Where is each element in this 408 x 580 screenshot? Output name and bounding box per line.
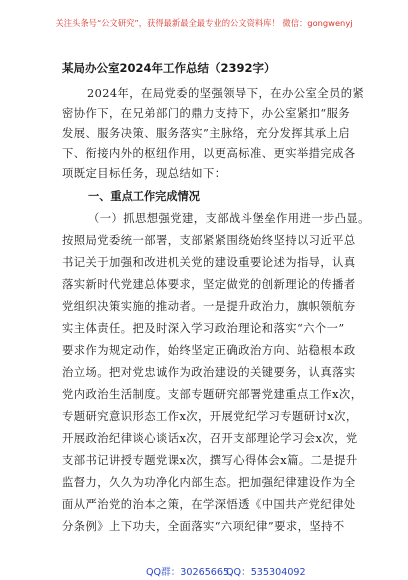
intro-line: 密协作下，在兄弟部门的鼎力支持下，办公室紧扣“服务 bbox=[62, 107, 351, 120]
body-line: 支部书记讲授专题党课x次，撰写心得体会x篇。二是提升 bbox=[62, 454, 358, 467]
intro-line: 项既定目标任务，现总结如下： bbox=[62, 167, 227, 180]
footer-qq-number: QQ：535304092 bbox=[226, 567, 306, 578]
body-line: 党内政治生活制度。支部专题研究部署党建重点工作x次， bbox=[62, 388, 363, 401]
body-line: 书记关于加强和改进机关党的建设重要论述为指导，认真 bbox=[62, 256, 356, 269]
footer-qq-group: QQ群：30265665 bbox=[146, 567, 230, 578]
body-line: （一）抓思想强党建，支部战斗堡垒作用进一步凸显。 bbox=[88, 212, 370, 225]
header-banner bbox=[0, 0, 408, 42]
body-line: 监督力，久久为功净化内部生态。把加强纪律建设作为全 bbox=[62, 476, 356, 489]
body-line: 专题研究意识形态工作x次，开展党纪学习专题研讨x次， bbox=[62, 410, 358, 423]
body-line: 分条例》上下功夫，全面落实“六项纪律”要求，坚持不 bbox=[62, 520, 345, 533]
body-line: 实主体责任。把及时深入学习政治理论和落实“六个一” bbox=[62, 322, 345, 335]
section-heading: 一、重点工作完成情况 bbox=[88, 190, 200, 203]
body-line: 治立场。把对党忠诚作为政治建设的关键要务，认真落实 bbox=[62, 366, 356, 379]
body-line: 开展政治纪律谈心谈话x次，召开支部理论学习会x次，党 bbox=[62, 432, 358, 445]
body-line: 要求作为规定动作，始终坚定正确政治方向、站稳根本政 bbox=[62, 344, 356, 357]
body-line: 面从严治党的治本之策，在学深悟透《中国共产党纪律处 bbox=[62, 498, 356, 511]
body-line: 落实新时代党建总体要求，坚定做党的创新理论的传播者 bbox=[62, 278, 356, 291]
intro-line: 发展、服务决策、服务落实”主脉络，充分发挥其承上启 bbox=[62, 127, 351, 140]
banner-text: 关注头条号“公文研究”，获得最新最全最专业的公文资料库！ 微信：gongwenyj bbox=[55, 18, 353, 28]
body-line: 按照局党委统一部署，支部紧紧围绕始终坚持以习近平总 bbox=[62, 234, 356, 247]
document-title: 某局办公室2024年工作总结（2392字） bbox=[62, 61, 276, 75]
intro-line: 2024年，在局党委的坚强领导下，在办公室全员的紧 bbox=[87, 87, 365, 100]
body-line: 党组织决策实施的推动者。一是提升政治力，旗帜领航夯 bbox=[62, 300, 356, 313]
intro-line: 下、衔接内外的枢纽作用，以更高标准、更实举措完成各 bbox=[62, 147, 356, 160]
